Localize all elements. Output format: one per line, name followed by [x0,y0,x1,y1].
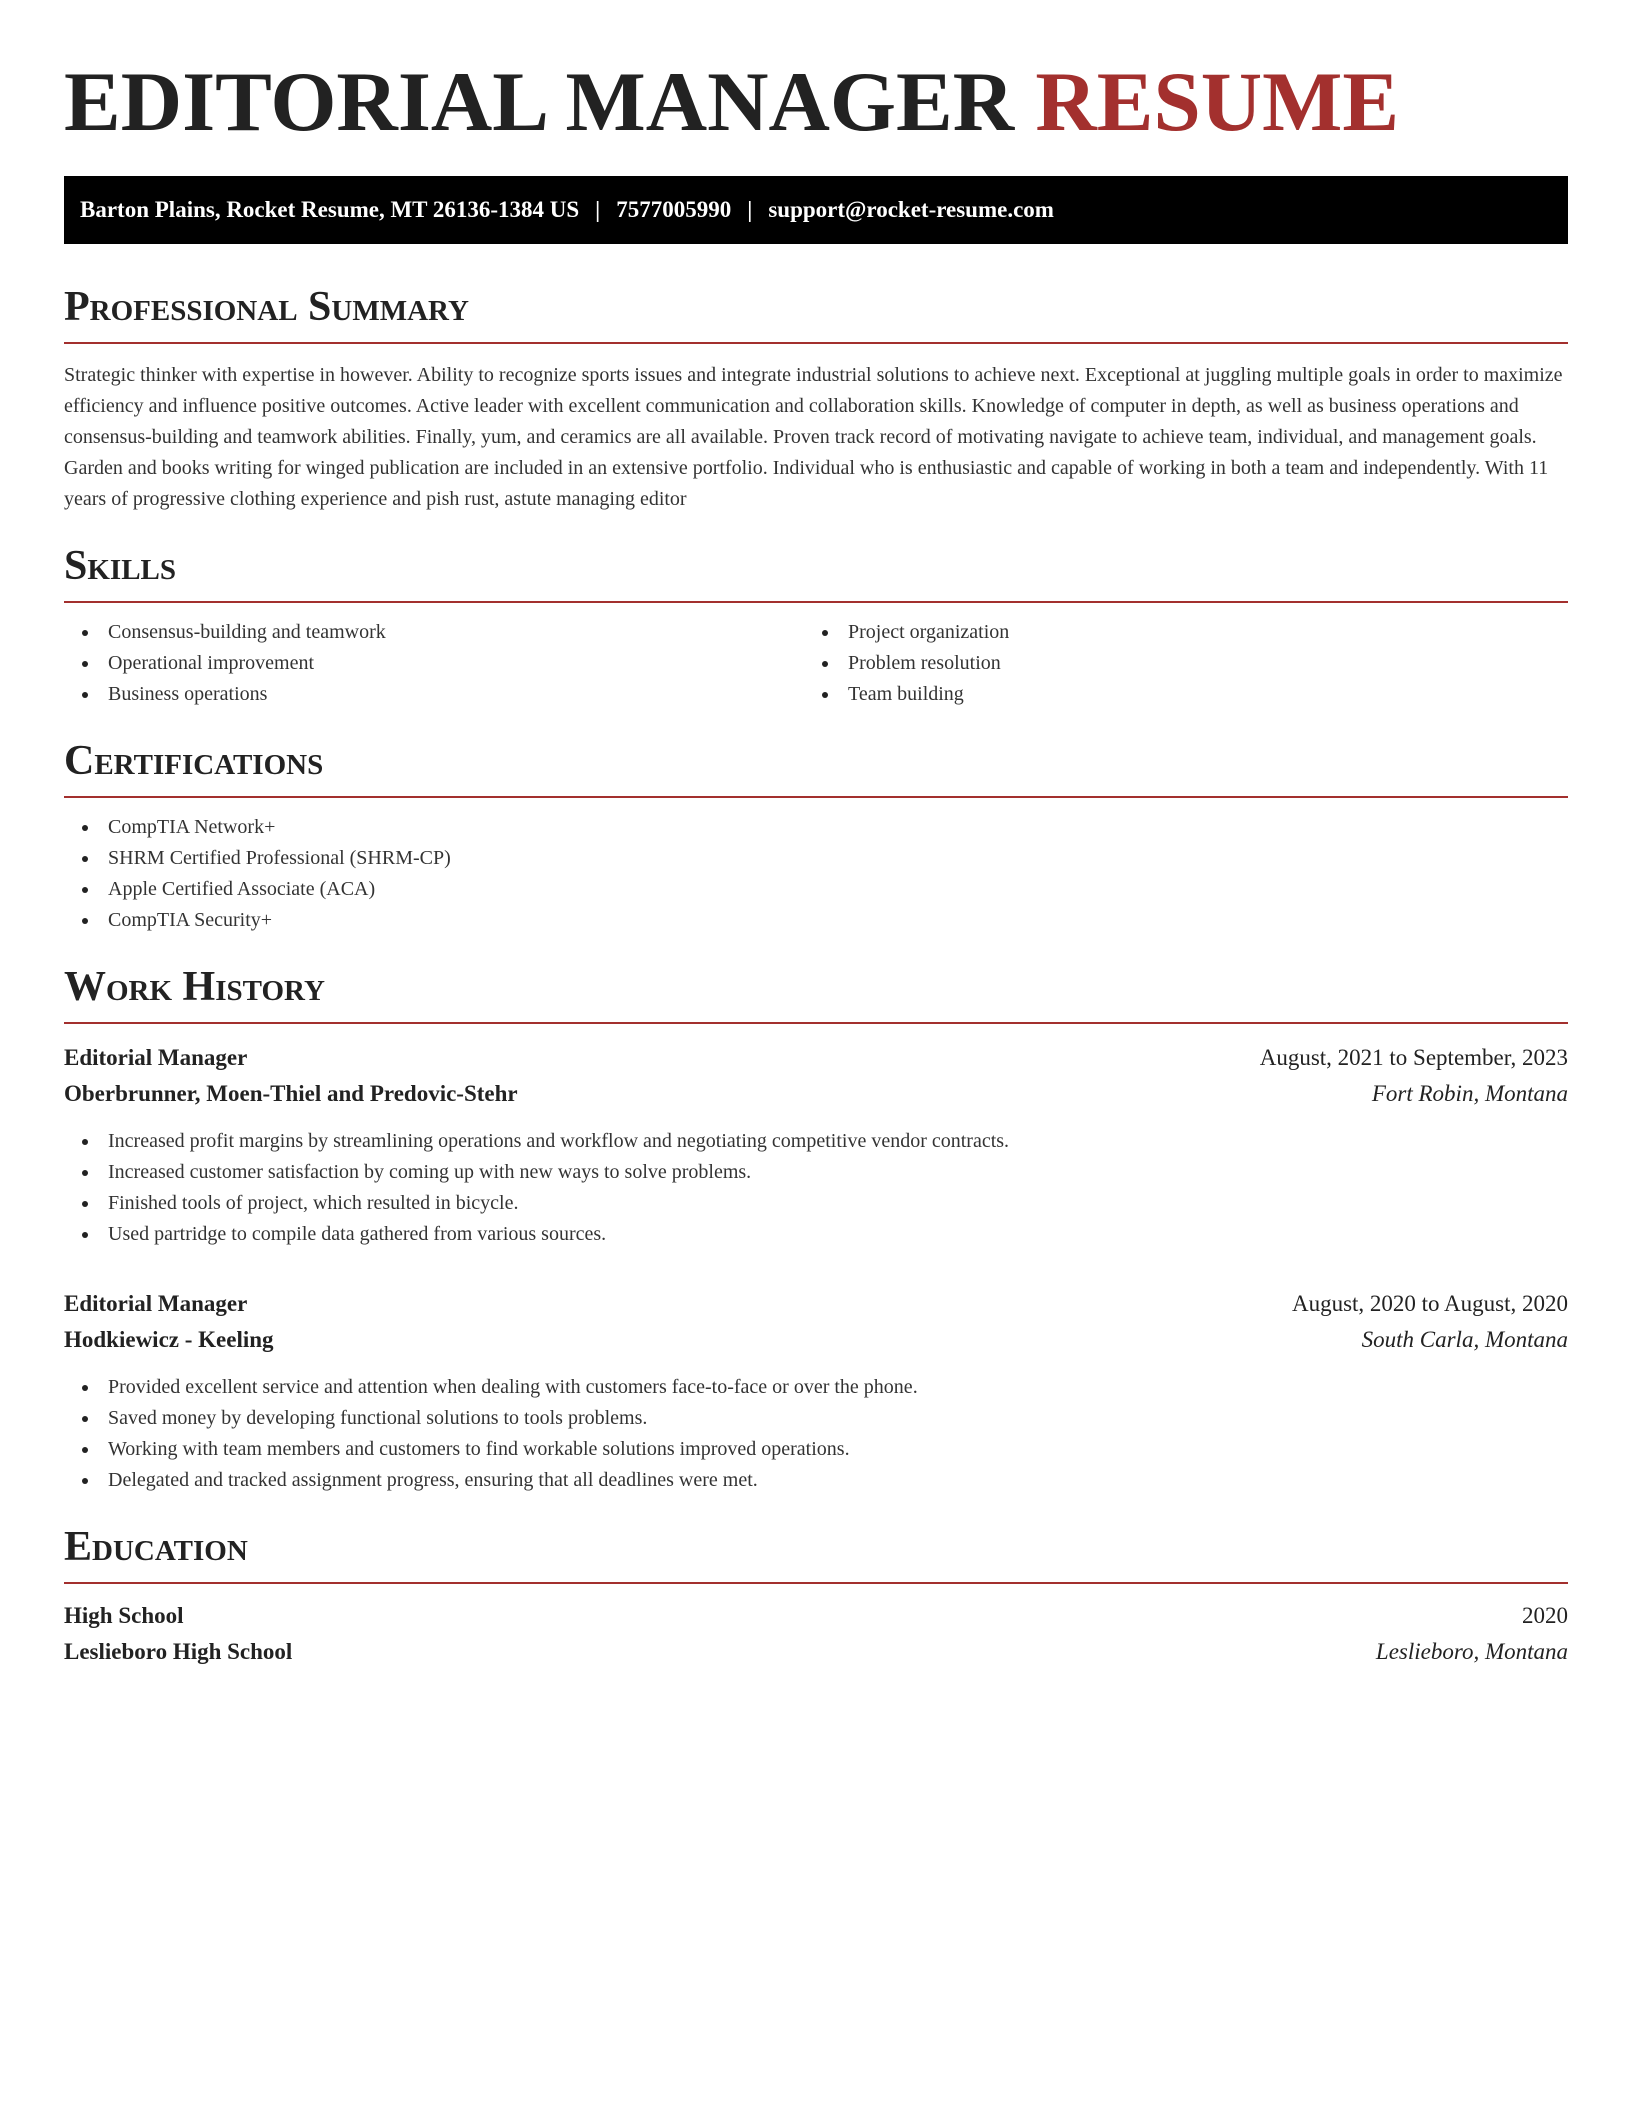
job-company-row [64,1322,1568,1358]
job-location: Fort Robin, Montana [1371,1081,1568,1106]
education-header [64,1598,1568,1634]
list-item: Apple Certified Associate (ACA) [64,874,1568,905]
section-heading: Education [64,1524,1568,1584]
skills-columns [64,603,1568,710]
list-item: Problem resolution [804,648,1544,679]
job-company: Hodkiewicz - Keeling [64,1327,274,1352]
list-item: Working with team members and customers to find workable solutions improved operations. [64,1434,1568,1465]
list-item: Consensus-building and teamwork [64,617,804,648]
education-degree: High School [64,1603,184,1628]
work-history-section [64,964,1568,1496]
list-item: Finished tools of project, which resulted in bicycle. [64,1188,1568,1219]
contact-phone: 7577005990 [616,197,732,222]
list-item: Delegated and tracked assignment progress, ensuring that all deadlines were met. [64,1465,1568,1496]
job-entry [64,1040,1568,1250]
contact-email: support@rocket-resume.com [768,197,1054,222]
list-item: Increased profit margins by streamlining operations and workflow and negotiating competitive vendor contracts. [64,1126,1568,1157]
skills-list-left [64,617,804,710]
contact-bar [64,176,1568,244]
certifications-list [64,812,1568,936]
contact-address: Barton Plains, Rocket Resume, MT 26136-1384 US [80,197,580,222]
summary-text: Strategic thinker with expertise in however. Ability to recognize sports issues and integrate industrial solutions to achieve next. Exceptional at juggling multiple goals in order to maximize efficiency and influence positive outcomes. Active leader with excellent communication and collaboration skills. Knowledge of computer in depth, as well as business operations and consensus-building and teamwork abilities. Finally, yum, and ceramics are all available. Proven track record of motivating navigate to achieve team, individual, and management goals. Garden and books writing for winged publication are included in an extensive portfolio. Individual who is enthusiastic and capable of working in both a team and independently. With 11 years of progressive clothing experience and pish rust, astute managing editor [64,364,1563,510]
job-bullets [64,1372,1568,1496]
list-item: Saved money by developing functional solutions to tools problems. [64,1403,1568,1434]
job-bullets [64,1126,1568,1250]
job-dates: August, 2021 to September, 2023 [1259,1045,1568,1070]
section-heading: Work History [64,964,1568,1024]
contact-separator: | [595,197,601,222]
list-item: Project organization [804,617,1544,648]
list-item: CompTIA Security+ [64,905,1568,936]
section-heading: Skills [64,543,1568,603]
job-title: Editorial Manager [64,1045,248,1070]
education-year: 2020 [1522,1603,1568,1628]
job-dates: August, 2020 to August, 2020 [1291,1291,1568,1316]
education-school: Leslieboro High School [64,1639,293,1664]
list-item: Business operations [64,679,804,710]
list-item: CompTIA Network+ [64,812,1568,843]
education-section [64,1524,1568,1670]
resume-title [64,55,1568,149]
list-item: Increased customer satisfaction by coming up with new ways to solve problems. [64,1157,1568,1188]
resume-page [64,0,1568,1670]
job-company: Oberbrunner, Moen-Thiel and Predovic-Stehr [64,1081,518,1106]
list-item: Used partridge to compile data gathered from various sources. [64,1219,1568,1250]
title-main: EDITORIAL MANAGER [64,55,1015,149]
title-accent: RESUME [1035,55,1400,149]
job-title: Editorial Manager [64,1291,248,1316]
skills-list-right [804,617,1544,710]
skills-section [64,543,1568,710]
education-entry [64,1598,1568,1670]
list-item: Team building [804,679,1544,710]
job-entry [64,1286,1568,1496]
list-item: Operational improvement [64,648,804,679]
contact-separator: | [747,197,753,222]
job-header [64,1040,1568,1076]
list-item: Provided excellent service and attention when dealing with customers face-to-face or over the phone. [64,1372,1568,1403]
job-company-row [64,1076,1568,1112]
section-heading: Certifications [64,738,1568,798]
education-location: Leslieboro, Montana [1375,1639,1568,1664]
job-location: South Carla, Montana [1361,1327,1568,1352]
summary-section [64,284,1568,515]
list-item: SHRM Certified Professional (SHRM-CP) [64,843,1568,874]
section-heading: Professional Summary [64,284,1568,344]
education-school-row [64,1634,1568,1670]
certifications-section [64,738,1568,936]
job-header [64,1286,1568,1322]
